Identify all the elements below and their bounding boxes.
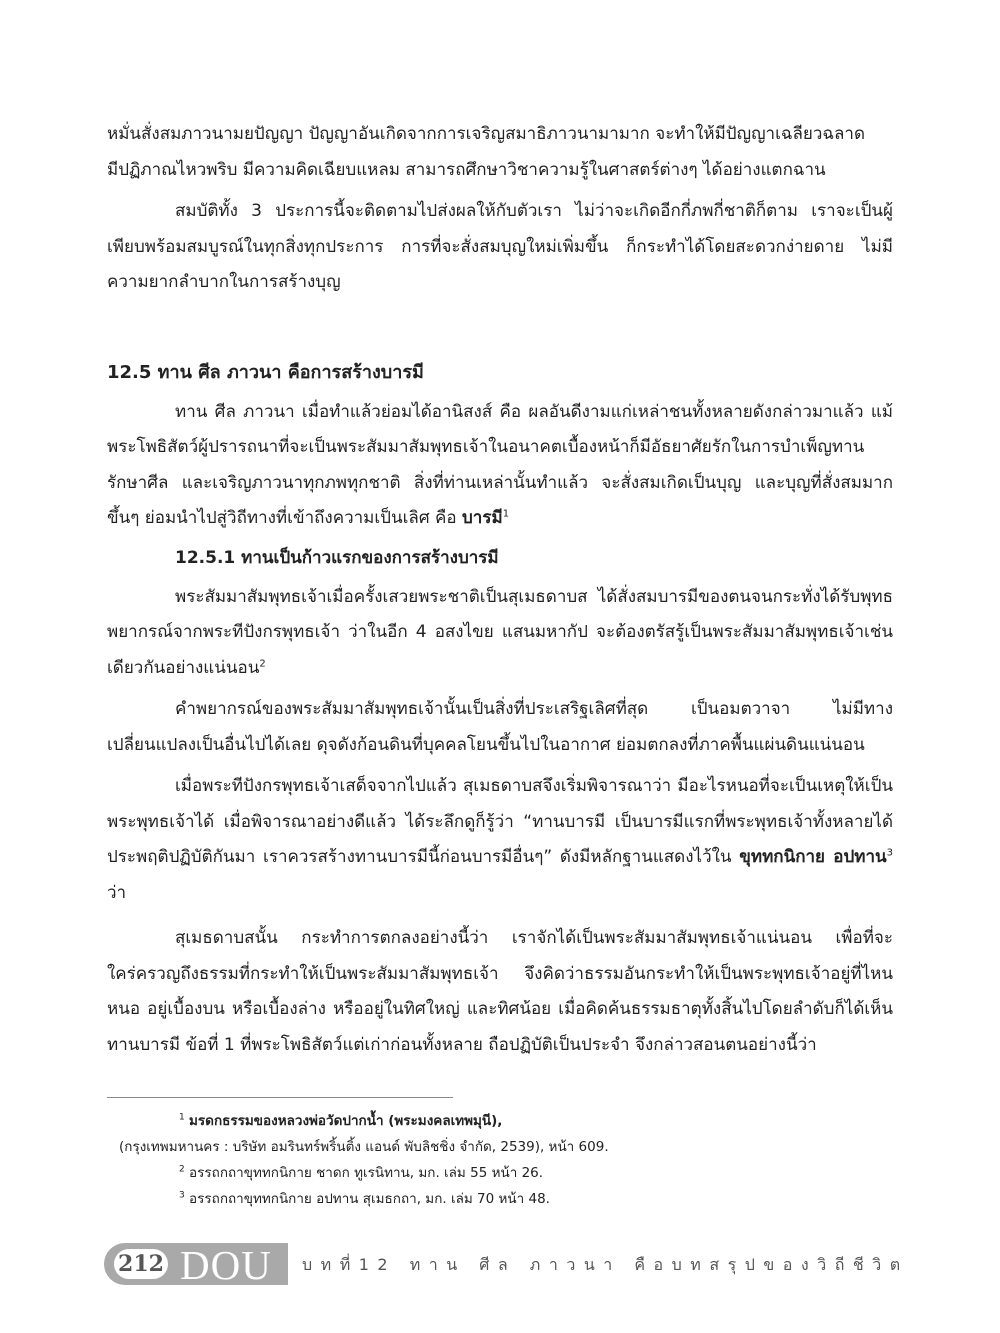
bold-source-title: ขุททกนิกาย อปทาน — [739, 847, 887, 867]
paragraph-three-treasures: สมบัติทั้ง 3 ประการนี้จะติดตามไปส่งผลให้กับตัวเรา ไม่ว่าจะเกิดอีกกี่ภพกี่ชาติก็ตาม เราจะเป็นผู้เพียบพร้อมสมบูรณ์ในทุกสิ่งทุกประการ การที่จะสั่งสมบุญใหม่เพิ่มขึ้น ก็กระทำได้โดยสะดวกง่ายดาย ไม่มีความยากลำบากในการสร้างบุญ — [107, 201, 893, 292]
paragraph-quote-sumedha: สุเมธดาบสนั้น กระทำการตกลงอย่างนี้ว่า เราจักได้เป็นพระสัมมาสัมพุทธเจ้าแน่นอน เพื่อที่จะใคร่ครวญถึงธรรมที่กระทำให้เป็นพระสัมมาสัมพุทธเจ้า จึงคิดว่าธรรมอันกระทำให้เป็นพระพุทธเจ้าอยู่ที่ไหนหนอ อยู่เบื้องบน หรือเบื้องล่าง หรืออยู่ในทิศใหญ่ และทิศน้อย เมื่อคิดค้นธรรมธาตุทั้งสิ้นไปโดยลำดับก็ได้เห็นทานบารมี ข้อที่ 1 ที่พระโพธิสัตว์แต่เก่าก่อนทั้งหลาย ถือปฏิบัติเป็นประจำ จึงกล่าวสอนตนอย่างนี้ว่า — [107, 928, 893, 1055]
chapter-title: บทที่12 ทาน ศีล ภาวนา คือบทสรุปของวิถีชีวิต — [302, 1255, 909, 1274]
footnotes — [107, 1108, 893, 1212]
footnote-1-title — [107, 1108, 893, 1134]
footnote-divider — [107, 1097, 453, 1098]
page-number-badge — [104, 1243, 174, 1285]
footnote-2-text: อรรถกถาขุททกนิกาย ชาดก ทูเรนิทาน, มก. เล่ม 55 หน้า 26. — [189, 1165, 544, 1181]
footnote-1-publisher: (กรุงเทพมหานคร : บริษัท อมรินทร์พริ้นติ้ง แอนด์ พับลิชชิ่ง จำกัด, 2539), หน้า 609. — [119, 1139, 609, 1155]
footnote-ref-1: 1 — [502, 508, 510, 520]
footnote-2-number: 2 — [179, 1164, 185, 1175]
paragraph-text: พระสัมมาสัมพุทธเจ้าเมื่อครั้งเสวยพระชาติเป็นสุเมธดาบส ได้สั่งสมบารมีของตนจนกระทั่งได้รับพุทธพยากรณ์จากพระทีปังกรพุทธเจ้า ว่าในอีก 4 อสงไขย แสนมหากัป จะต้องตรัสรู้เป็นพระสัมมาสัมพุทธเจ้าเช่นเดียวกันอย่างแน่นอน — [107, 586, 893, 678]
paragraph-prophecy: คำพยากรณ์ของพระสัมมาสัมพุทธเจ้านั้นเป็นสิ่งที่ประเสริฐเลิศที่สุด เป็นอมตวาจา ไม่มีทางเปลี่ยนแปลงเป็นอื่นไปได้เลย ดุจดังก้อนดินที่บุคคลโยนขึ้นไปในอากาศ ย่อมตกลงที่ภาคพื้นแผ่นดินแน่นอน — [107, 699, 893, 755]
paragraph-dana-barami — [107, 769, 893, 911]
bold-term-barami: บารมี — [462, 508, 503, 528]
paragraph-tail: ว่า — [107, 882, 127, 903]
footnote-3-text: อรรถกถาขุททกนิกาย อปทาน สุเมธกถา, มก. เล่ม 70 หน้า 48. — [189, 1191, 550, 1207]
paragraph-text: ทาน ศีล ภาวนา เมื่อทำแล้วย่อมได้อานิสงส์ คือ ผลอันดีงามแก่เหล่าชนทั้งหลายดังกล่าวมาแล้ว แม้พระโพธิสัตว์ผู้ปรารถนาที่จะเป็นพระสัมมาสัมพุทธเจ้าในอนาคตเบื้องหน้าก็มีอัธยาศัยรักในการบำเพ็ญทาน รักษาศีล และเจริญภาวนาทุกภพทุกชาติ สิ่งที่ท่านเหล่านั้นทำแล้ว จะสั่งสมเกิดเป็นบุญ และบุญที่สั่งสมมากขึ้นๆ ย่อมนำไปสู่วิถีทางที่เข้าถึงความเป็นเลิศ คือ — [107, 401, 893, 528]
footnote-1-text: มรดกธรรมของหลวงพ่อวัดปากน้ำ (พระมงคลเทพมุนี), — [189, 1113, 503, 1129]
dou-logo: DOU — [174, 1243, 288, 1285]
paragraph-dana-sila-bhavana — [107, 395, 893, 537]
footnote-3 — [107, 1186, 893, 1212]
subsection-heading: 12.5.1 ทานเป็นก้าวแรกของการสร้างบารมี — [175, 547, 499, 568]
paragraph-continued-line-1: หมั่นสั่งสมภาวนามยปัญญา ปัญญาอันเกิดจากการเจริญสมาธิภาวนามามาก จะทำให้มีปัญญาเฉลียวฉลาด — [107, 124, 866, 144]
paragraph-sumedha — [107, 580, 893, 687]
footnote-2 — [107, 1160, 893, 1186]
paragraph-text: เมื่อพระทีปังกรพุทธเจ้าเสด็จจากไปแล้ว สุเมธดาบสจึงเริ่มพิจารณาว่า มีอะไรหนอที่จะเป็นเหตุให้เป็นพระพุทธเจ้าได้ เมื่อพิจารณาอย่างดีแล้ว ได้ระลึกดูก็รู้ว่า “ทานบารมี เป็นบารมีแรกที่พระพุทธเจ้าทั้งหลายได้ประพฤติปฏิบัติกันมา เราควรสร้างทานบารมีนี้ก่อนบารมีอื่นๆ” ดังมีหลักฐานแสดงไว้ใน — [107, 776, 893, 867]
footnote-1-number: 1 — [179, 1112, 185, 1123]
section-heading: 12.5 ทาน ศีล ภาวนา คือการสร้างบารมี — [107, 361, 424, 383]
footnote-ref-2: 2 — [259, 657, 266, 669]
footnote-3-number: 3 — [179, 1190, 185, 1201]
page-footer — [104, 1242, 909, 1288]
page-body — [107, 117, 893, 1063]
page-number: 212 — [114, 1249, 168, 1279]
footnote-ref-3: 3 — [886, 847, 893, 859]
paragraph-continued-line-2: มีปฏิภาณไหวพริบ มีความคิดเฉียบแหลม สามารถศึกษาวิชาความรู้ในศาสตร์ต่างๆ ได้อย่างแตกฉาน — [107, 159, 826, 180]
